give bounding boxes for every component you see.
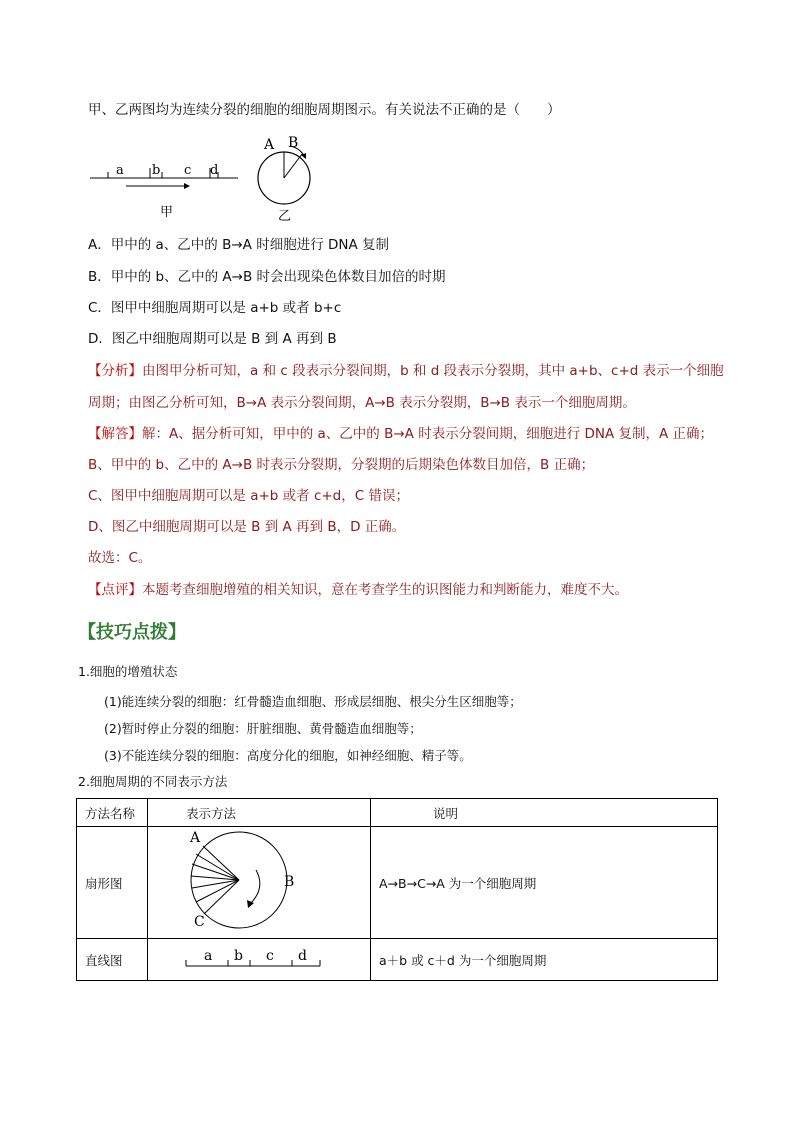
yi-label-b: B (288, 135, 299, 151)
line-label-c: c (266, 947, 274, 964)
methods-table (76, 798, 718, 981)
sector-label-a: A (190, 829, 201, 846)
row2-note: a＋b 或 c＋d 为一个细胞周期 (371, 939, 718, 981)
skills-heading-1: 1.细胞的增殖状态 (78, 664, 178, 679)
answer-line-4: D、图乙中细胞周期可以是 B 到 A 再到 B，D 正确。 (88, 519, 406, 535)
yi-label-a: A (264, 137, 275, 153)
answer-line-5: 故选：C。 (88, 550, 152, 566)
row1-figure (148, 827, 371, 939)
jia-label-d: d (210, 163, 219, 178)
header-note: 说明 (371, 799, 718, 827)
line-diagram (148, 940, 338, 980)
comment-line (88, 581, 628, 599)
answer-tag: 【解答】 (88, 426, 142, 442)
analysis-line-1 (88, 362, 724, 380)
comment-tag: 【点评】 (88, 582, 142, 598)
analysis-text-1: 由图甲分析可知，a 和 c 段表示分裂间期，b 和 d 段表示分裂期，其中 a+b、c+d 表示一个细胞 (142, 363, 724, 379)
row1-note: A→B→C→A 为一个细胞周期 (371, 827, 718, 939)
section-title: 【技巧点拨】 (78, 622, 186, 643)
comment-text: 本题考查细胞增殖的相关知识，意在考查学生的识图能力和判断能力，难度不大。 (142, 582, 628, 598)
option-b: B．甲中的 b、乙中的 A→B 时会出现染色体数目加倍的时期 (88, 269, 446, 285)
analysis-line-2: 周期；由图乙分析可知，B→A 表示分裂间期，A→B 表示分裂期，B→B 表示一个细胞周期。 (88, 395, 636, 411)
table-row (77, 827, 718, 939)
table-header-row (77, 799, 718, 827)
skills-item-1: (1)能连续分裂的细胞：红骨髓造血细胞、形成层细胞、根尖分生区细胞等； (104, 694, 522, 709)
answer-line-1 (88, 425, 713, 443)
row1-name: 扇形图 (77, 827, 148, 939)
sector-label-c: C (194, 913, 205, 930)
row2-name: 直线图 (77, 939, 148, 981)
sector-label-b: B (284, 873, 295, 890)
header-method: 表示方法 (148, 799, 371, 827)
skills-item-3: (3)不能连续分裂的细胞：高度分化的细胞，如神经细胞、精子等。 (104, 748, 472, 763)
answer-text-1: 解：A、据分析可知，甲中的 a、乙中的 B→A 时表示分裂间期，细胞进行 DNA 复制，A 正确； (142, 426, 714, 442)
answer-line-2: B、甲中的 b、乙中的 A→B 时表示分裂期，分裂期的后期染色体数目加倍，B 正确； (88, 457, 595, 473)
table-row (77, 939, 718, 981)
jia-label-a: a (116, 163, 124, 178)
figure-yi (256, 134, 320, 224)
figure-jia (88, 160, 248, 224)
option-a: A．甲中的 a、乙中的 B→A 时细胞进行 DNA 复制 (88, 237, 390, 253)
line-label-b: b (234, 947, 243, 964)
option-d: D．图乙中细胞周期可以是 B 到 A 再到 B (88, 331, 337, 347)
jia-label-b: b (152, 163, 161, 178)
skills-item-2: (2)暂时停止分裂的细胞：肝脏细胞、黄骨髓造血细胞等； (104, 721, 422, 736)
jia-label-c: c (184, 163, 192, 178)
option-c: C．图甲中细胞周期可以是 a+b 或者 b+c (88, 300, 342, 316)
question-stem: 甲、乙两图均为连续分裂的细胞的细胞周期图示。有关说法不正确的是（ ） (88, 102, 561, 118)
skills-heading-2: 2.细胞周期的不同表示方法 (78, 774, 228, 789)
answer-line-3: C、图甲中细胞周期可以是 a+b 或者 c+d，C 错误； (88, 488, 409, 504)
header-name: 方法名称 (77, 799, 148, 827)
line-label-d: d (298, 947, 307, 964)
yi-caption: 乙 (278, 209, 292, 224)
sector-diagram (148, 828, 338, 938)
jia-caption: 甲 (160, 205, 174, 220)
line-label-a: a (204, 947, 213, 964)
analysis-tag: 【分析】 (88, 363, 142, 379)
row2-figure (148, 939, 371, 981)
